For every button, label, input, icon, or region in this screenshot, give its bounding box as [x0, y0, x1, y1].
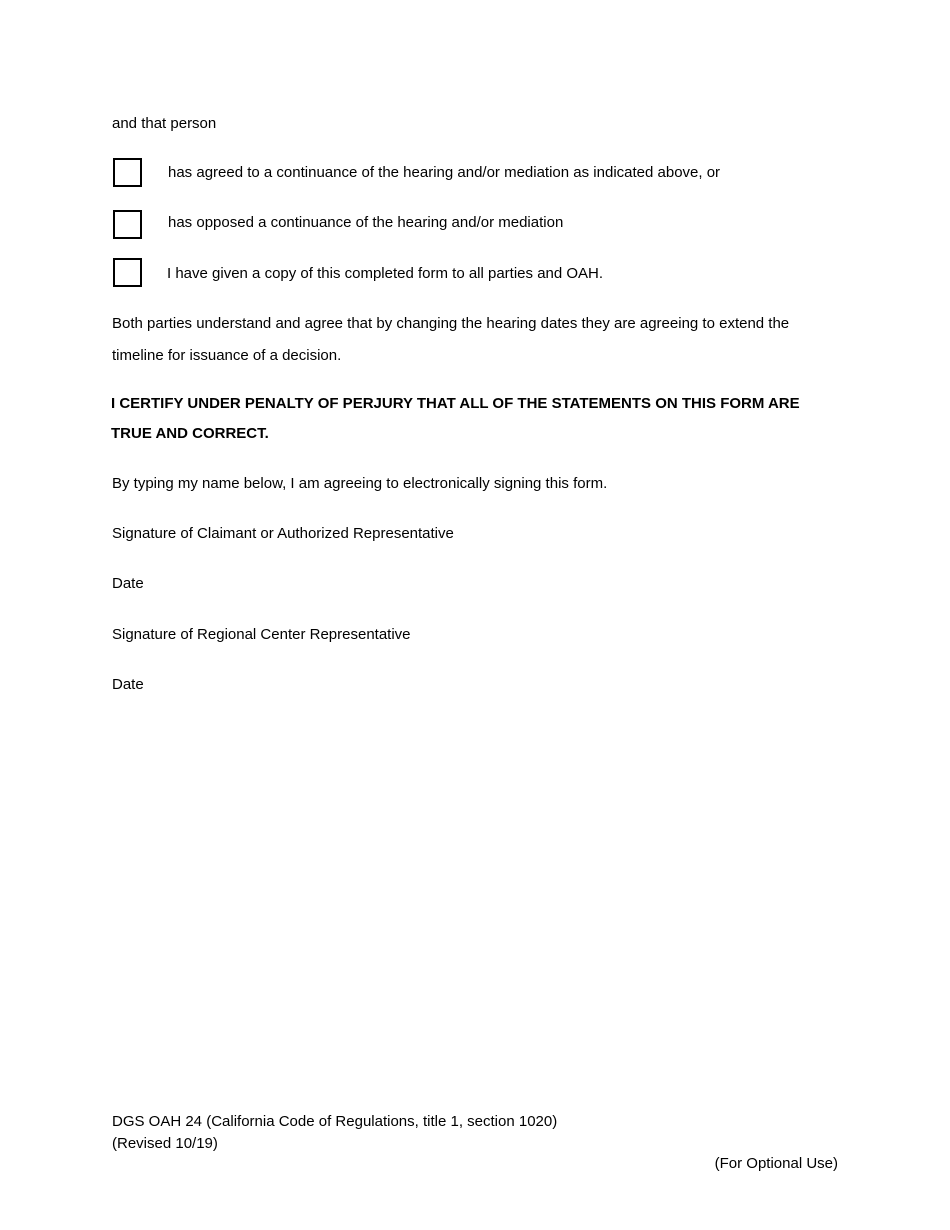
claimant-signature-field[interactable]: Signature of Claimant or Authorized Representative	[112, 525, 454, 542]
certify-line-1: I CERTIFY UNDER PENALTY OF PERJURY THAT ALL OF THE STATEMENTS ON THIS FORM ARE	[111, 395, 800, 412]
rc-date-field[interactable]: Date	[112, 676, 144, 693]
certify-line-2: TRUE AND CORRECT.	[111, 425, 269, 442]
opposed-checkbox[interactable]	[113, 210, 142, 239]
rc-signature-field[interactable]: Signature of Regional Center Representative	[112, 626, 411, 643]
claimant-date-field[interactable]: Date	[112, 575, 144, 592]
intro-text: and that person	[112, 115, 217, 132]
opposed-label: has opposed a continuance of the hearing and/or mediation	[168, 214, 564, 231]
esign-note: By typing my name below, I am agreeing to electronically signing this form.	[112, 475, 608, 492]
footer-revised: (Revised 10/19)	[112, 1135, 218, 1152]
footer-form-id: DGS OAH 24 (California Code of Regulations, title 1, section 1020)	[112, 1113, 558, 1130]
footer-optional-use: (For Optional Use)	[714, 1155, 838, 1172]
copy-given-checkbox[interactable]	[113, 258, 142, 287]
copy-given-label: I have given a copy of this completed form to all parties and OAH.	[167, 265, 604, 282]
agreement-line-2: timeline for issuance of a decision.	[112, 347, 342, 364]
agreed-checkbox[interactable]	[113, 158, 142, 187]
agreed-label: has agreed to a continuance of the hearing and/or mediation as indicated above, or	[168, 164, 721, 181]
agreement-line-1: Both parties understand and agree that by changing the hearing dates they are agreeing to extend the	[112, 315, 790, 332]
